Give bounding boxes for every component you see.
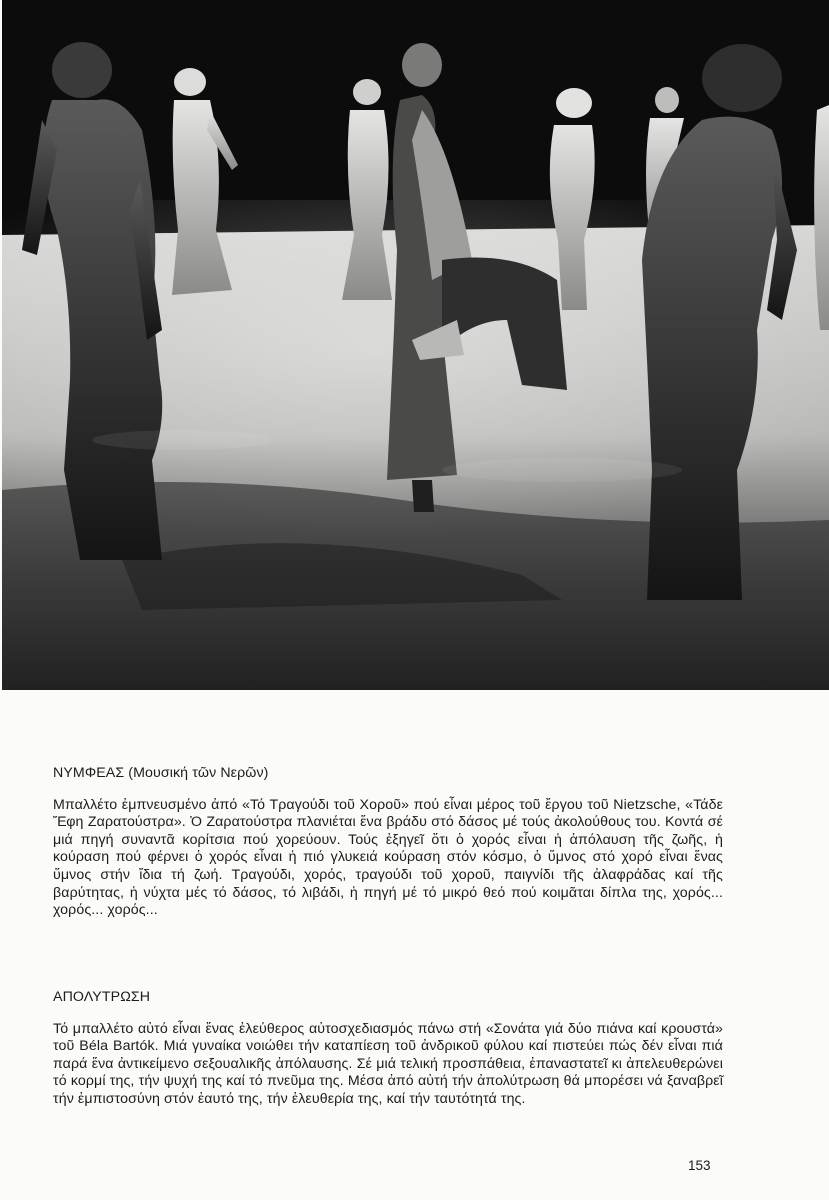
- section-body: Μπαλλέτο ἐμπνευσμένο ἀπό «Τό Τραγούδι τοῦ Χοροῦ» πού εἶναι μέρος τοῦ ἔργου τοῦ Nietzsche, «Τάδε Ἔφη Ζαρατούστρα». Ὁ Ζαρατούστρα πλανιέται ἕνα βράδυ στό δάσος μέ τούς ἀκολούθους του. Κοντά σέ μιά πηγή συναντᾶ κορίτσια πού χορεύουν. Τούς ἐξηγεῖ ὅτι ὁ χορός εἶναι ἡ ἀπόλαυση τῆς ζωῆς, ἡ κούραση πού φέρνει ὁ χορός εἶναι ἡ πιό γλυκειά κούραση στόν κόσμο, ὁ ὕμνος στό χορό εἶναι ἕνας ὕμνος στήν ἴδια τή ζωή. Τραγούδι, χορός, τραγούδι τοῦ χοροῦ, παιγνίδι τῆς ἀλαφράδας καί τῆς βαρύτητας, ἡ νύχτα μές τό δάσος, τό λιβάδι, ἡ πηγή μέ τό μικρό θεό πού κοιμᾶται δίπλα της, χορός... χορός... χορός...: [53, 796, 723, 919]
- section-apolytrosi: [53, 989, 723, 1109]
- page-number: 153: [688, 1158, 711, 1173]
- section-body: Τό μπαλλέτο αὐτό εἶναι ἕνας ἐλεύθερος αὐτοσχεδιασμός πάνω στή «Σονάτα γιά δύο πιάνα καί κρουστά» τοῦ Béla Bartók. Μιά γυναίκα νοιώθει τήν καταπίεση τοῦ ἀνδρικοῦ φύλου καί πιστεύει πώς δέν εἶναι πιά παρά ἕνα ἀντικείμενο σεξουαλικῆς ἀπόλαυσης. Σέ μιά τελική προσπάθεια, ἐπαναστατεῖ κι ἀπελευθερώνει τό κορμί της, τήν ψυχή της καί τό πνεῦμα της. Μέσα ἀπό αὐτή τήν ἀπολύτρωση θά μπορέσει νά ξαναβρεῖ τήν ἐμπιστοσύνη στόν ἑαυτό της, τήν ἐλευθερία της, καί τήν ταυτότητά της.: [53, 1020, 723, 1107]
- dance-photograph-drawing: [2, 0, 829, 690]
- section-nymfeas: [53, 765, 723, 920]
- section-title: ΝΥΜΦΕΑΣ (Μουσική τῶν Νερῶν): [53, 765, 269, 781]
- dance-photograph: [2, 0, 829, 690]
- section-title: ΑΠΟΛΥΤΡΩΣΗ: [53, 989, 151, 1005]
